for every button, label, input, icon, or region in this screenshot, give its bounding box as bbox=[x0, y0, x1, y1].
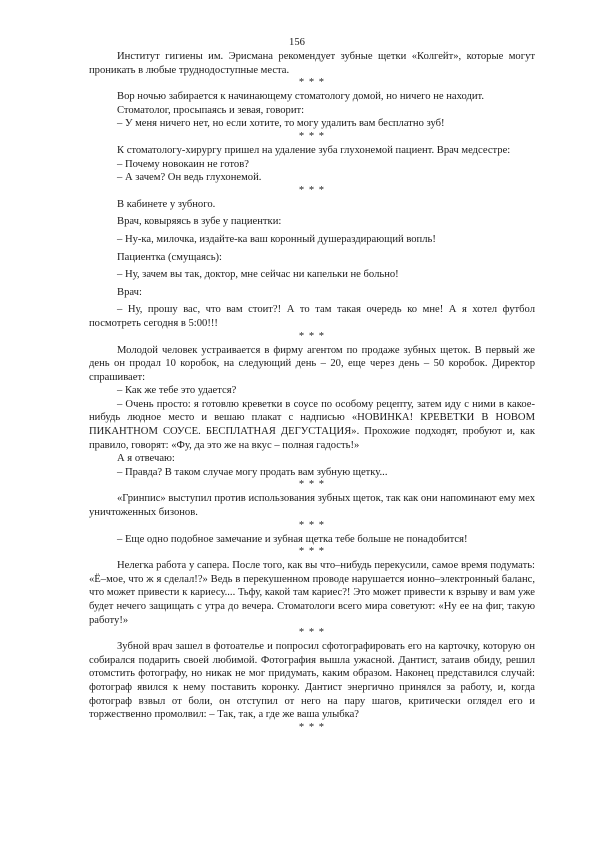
paragraph: – Правда? В таком случае могу продать вам зубную щетку... bbox=[117, 466, 388, 478]
paragraph: Зубной врач зашел в фотоателье и попросил сфотографировать его на карточку, которую он собирался подарить своей любимой. Фотография вышла ужасной. Дантист, затаив обиду, решил отомстить фотографу, но никак не мог придумать, каким образом. Наконец представился случай: фотограф явился к нему поставить коронку. Дантист энергично принялся за работу, и, когда фотограф взвыл от боли, он отступил от него на пару шагов, критически оглядел его и торжественно промолвил: – Так, так, а где же ваша улыбка? bbox=[89, 641, 535, 721]
section-separator: * * * bbox=[298, 519, 326, 531]
paragraph: – У меня ничего нет, но если хотите, то могу удалить вам бесплатно зуб! bbox=[117, 118, 445, 130]
paragraph: – Как же тебе это удается? bbox=[117, 385, 237, 397]
section-separator: * * * bbox=[298, 479, 326, 491]
section-separator: * * * bbox=[298, 330, 326, 342]
paragraph: Нелегка работа у сапера. После того, как вы что–нибудь перекусили, самое время подумать: «Ё–мое, что ж я сделал!?» Ведь в перекушенном проводе нарушается ионно–электронный баланс, что может привести к кариесу.... Тьфу, какой там кариес?! Это может привести к взрыву и вам уже будет нечего защищать с утра до вечера. Стоматологи всего мира советуют: «Ну ее на фиг, такую работу!» bbox=[89, 560, 535, 626]
paragraph: Стоматолог, просыпаясь и зевая, говорит: bbox=[117, 104, 305, 116]
section-separator: * * * bbox=[298, 130, 326, 142]
paragraph: – Почему новокаин не готов? bbox=[117, 158, 249, 170]
section-separator: * * * bbox=[298, 184, 326, 196]
section-separator: * * * bbox=[298, 546, 326, 558]
section-separator: * * * bbox=[298, 721, 326, 733]
section-separator: * * * bbox=[298, 627, 326, 639]
paragraph: – А зачем? Он ведь глухонемой. bbox=[117, 172, 262, 184]
paragraph: – Ну, зачем вы так, доктор, мне сейчас ни капельки не больно! bbox=[117, 269, 399, 281]
paragraph: – Еще одно подобное замечание и зубная щетка тебе больше не понадобится! bbox=[117, 533, 468, 545]
page-content bbox=[89, 50, 535, 735]
paragraph: Врач, ковыряясь в зубе у пациентки: bbox=[117, 216, 282, 228]
paragraph: Молодой человек устраивается в фирму агентом по продаже зубных щеток. В первый же день он продал 10 коробок, на следующий день – 20, еще через день – 50 коробок. Директор спрашивает: bbox=[89, 344, 535, 383]
paragraph: К стоматологу-хирургу пришел на удаление зуба глухонемой пациент. Врач медсестре: bbox=[117, 144, 511, 156]
page-number: 156 bbox=[289, 37, 305, 48]
paragraph: Институт гигиены им. Эрисмана рекомендует зубные щетки «Колгейт», которые могут проникать в любые труднодоступные места. bbox=[89, 51, 535, 76]
paragraph: В кабинете у зубного. bbox=[117, 198, 216, 210]
paragraph: Врач: bbox=[117, 286, 142, 298]
paragraph: – Ну, прошу вас, что вам стоит?! А то там такая очередь ко мне! А я хотел футбол посмотреть сегодня в 5:00!!! bbox=[89, 304, 535, 329]
paragraph: А я отвечаю: bbox=[117, 453, 175, 465]
paragraph: – Очень просто: я готовлю креветки в соусе по особому рецепту, затем иду с ними в какое-нибудь людное место и вешаю плакат с надписью «НОВИНКА! КРЕВЕТКИ В НОВОМ ПИКАНТНОМ СОУСЕ. БЕСПЛАТНАЯ ДЕГУСТАЦИЯ». Прохожие подходят, пробуют и, как правило, говорят: «Фу, да это же на вкус – полная гадость!» bbox=[89, 398, 535, 451]
paragraph: «Гринпис» выступил против использования зубных щеток, так как они напоминают ему мех уничтоженных бизонов. bbox=[89, 493, 535, 519]
paragraph: Вор ночью забирается к начинающему стоматологу домой, но ничего не находит. bbox=[117, 91, 485, 103]
section-separator: * * * bbox=[298, 77, 326, 89]
paragraph: – Ну-ка, милочка, издайте-ка ваш коронный душераздирающий вопль! bbox=[117, 233, 436, 245]
paragraph: Пациентка (смущаясь): bbox=[117, 251, 222, 263]
